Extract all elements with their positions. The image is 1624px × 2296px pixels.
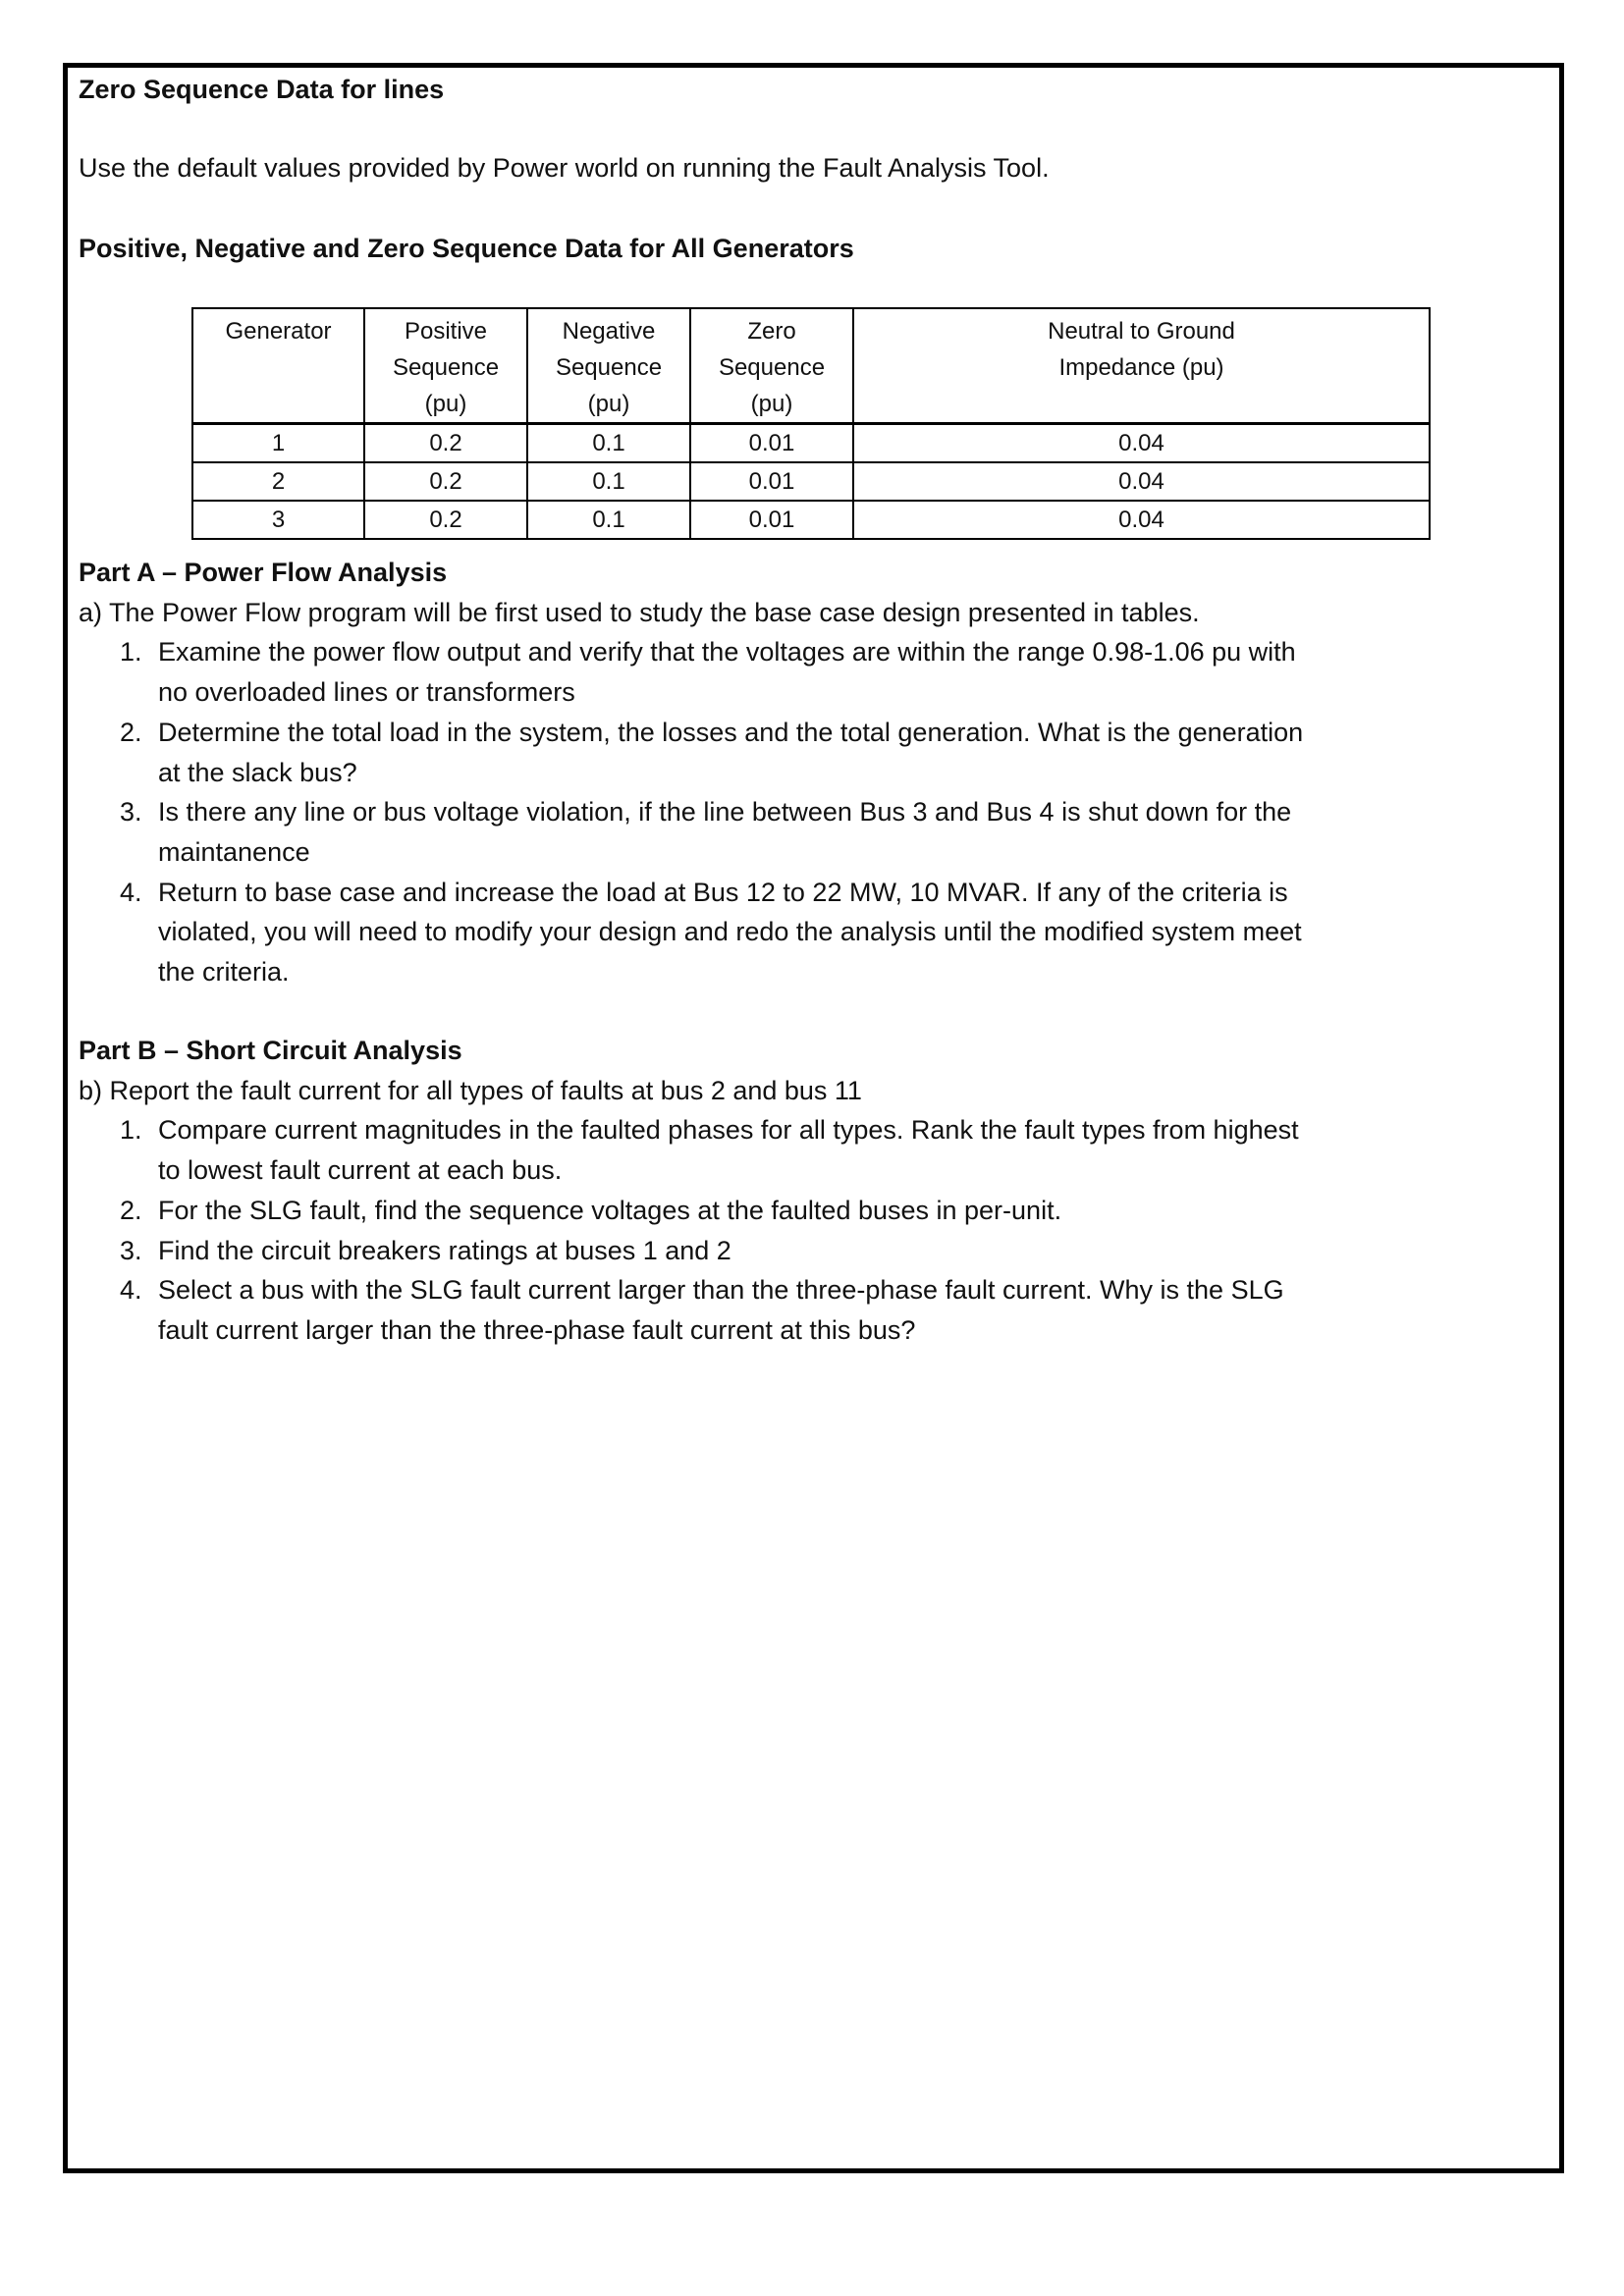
list-item-text: For the SLG fault, find the sequence voltages at the faulted buses in per-unit. — [158, 1195, 1062, 1225]
column-header: Neutral to Ground Impedance (pu) — [853, 308, 1430, 424]
column-header: Generator — [192, 308, 364, 424]
generators-heading: Positive, Negative and Zero Sequence Data for All Generators — [79, 234, 854, 263]
list-item-text: maintanence — [158, 836, 310, 867]
list-item-number: 2. — [120, 1195, 142, 1225]
list-item-number: 2. — [120, 717, 142, 747]
table-cell: 0.2 — [364, 424, 527, 463]
list-item-text: Select a bus with the SLG fault current larger than the three-phase fault current. Why is the SLG — [158, 1275, 1284, 1306]
column-header: Zero Sequence (pu) — [690, 308, 853, 424]
table-cell: 0.04 — [853, 424, 1430, 463]
list-item-number: 3. — [120, 1235, 142, 1265]
list-item-text: Is there any line or bus voltage violation, if the line between Bus 3 and Bus 4 is shut down for the — [158, 797, 1292, 828]
table-cell: 0.01 — [690, 501, 853, 539]
part-a-intro: a) The Power Flow program will be first used to study the base case design presented in tables. — [79, 597, 1200, 627]
list-item-text: Return to base case and increase the load at Bus 12 to 22 MW, 10 MVAR. If any of the criteria is — [158, 877, 1288, 907]
table-row — [192, 501, 1430, 539]
table-cell: 0.04 — [853, 501, 1430, 539]
part-a-heading: Part A – Power Flow Analysis — [79, 558, 448, 587]
list-item-text: Determine the total load in the system, the losses and the total generation. What is the generation — [158, 717, 1304, 747]
list-item-text: Find the circuit breakers ratings at buses 1 and 2 — [158, 1235, 731, 1265]
table-cell: 0.2 — [364, 501, 527, 539]
table-cell: 0.1 — [527, 462, 690, 501]
column-header: Negative Sequence (pu) — [527, 308, 690, 424]
list-item-text: to lowest fault current at each bus. — [158, 1155, 563, 1186]
list-item-text: fault current larger than the three-phase fault current at this bus? — [158, 1314, 916, 1345]
table-cell: 1 — [192, 424, 364, 463]
part-b-intro: b) Report the fault current for all types of faults at bus 2 and bus 11 — [79, 1075, 862, 1105]
table-row — [192, 424, 1430, 463]
table-cell: 0.2 — [364, 462, 527, 501]
list-item-text: Compare current magnitudes in the faulted phases for all types. Rank the fault types from highest — [158, 1115, 1299, 1146]
table-cell: 0.01 — [690, 424, 853, 463]
list-item-number: 1. — [120, 1115, 142, 1146]
zero-seq-lines-text: Use the default values provided by Power world on running the Fault Analysis Tool. — [79, 153, 1050, 183]
table-cell: 2 — [192, 462, 364, 501]
list-item-text: at the slack bus? — [158, 757, 357, 787]
table-cell: 0.01 — [690, 462, 853, 501]
list-item-number: 1. — [120, 637, 142, 667]
table-row — [192, 462, 1430, 501]
list-item-text: Examine the power flow output and verify that the voltages are within the range 0.98-1.06 pu with — [158, 637, 1296, 667]
list-item-number: 3. — [120, 797, 142, 828]
part-b-heading: Part B – Short Circuit Analysis — [79, 1036, 462, 1065]
table-cell: 0.1 — [527, 424, 690, 463]
list-item-text: the criteria. — [158, 957, 290, 987]
list-item-text: no overloaded lines or transformers — [158, 677, 575, 708]
list-item-number: 4. — [120, 877, 142, 907]
table-cell: 0.1 — [527, 501, 690, 539]
generator-sequence-table — [191, 307, 1431, 540]
table-header-row — [192, 308, 1430, 424]
table-cell: 3 — [192, 501, 364, 539]
zero-seq-lines-heading: Zero Sequence Data for lines — [79, 75, 445, 104]
list-item-text: violated, you will need to modify your design and redo the analysis until the modified system meet — [158, 917, 1302, 947]
table-cell: 0.04 — [853, 462, 1430, 501]
column-header: Positive Sequence (pu) — [364, 308, 527, 424]
list-item-number: 4. — [120, 1275, 142, 1306]
